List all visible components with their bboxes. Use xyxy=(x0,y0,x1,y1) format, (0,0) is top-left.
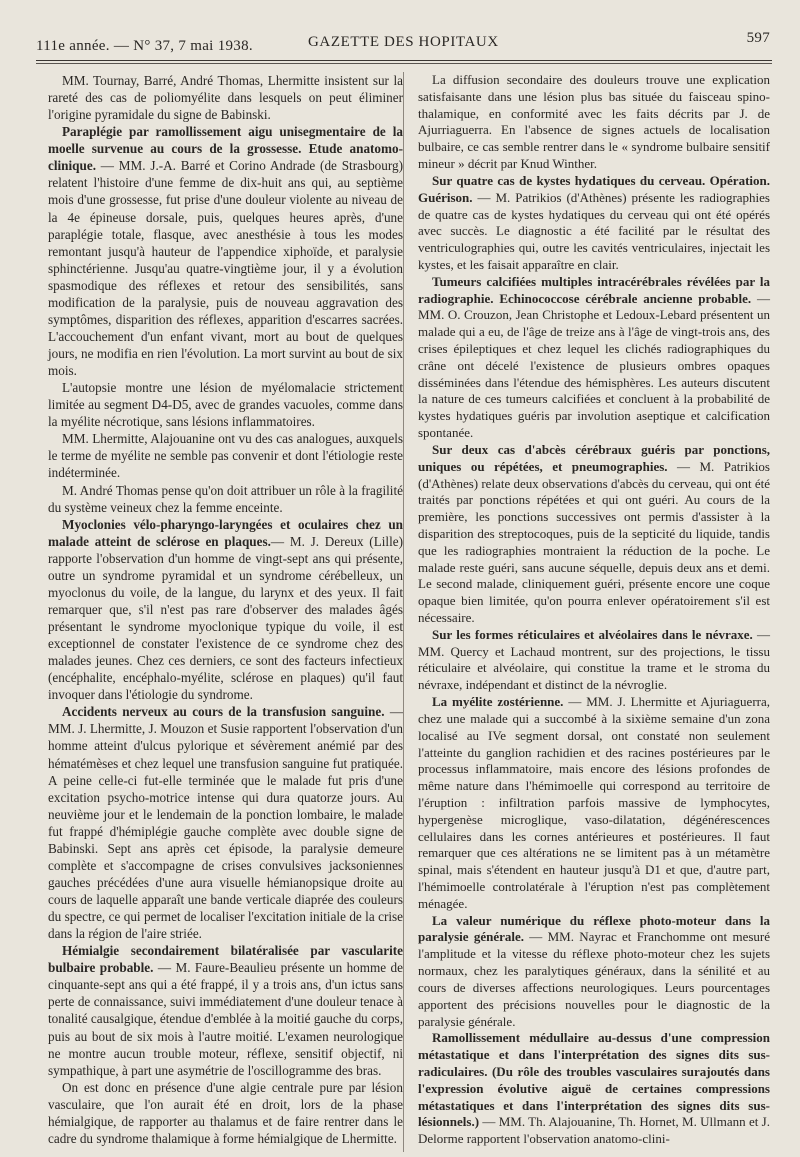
paragraph xyxy=(48,379,403,430)
paragraph xyxy=(418,274,770,442)
paragraph-text: On est donc en présence d'une algie centrale pure par lésion vasculaire, que l'on aurait été en droit, lors de la phase hémialgique, de rapporter au thalamus et de faire rentrer dans le cadre du syndrome thalamique à forme hémialgique de Lhermitte. xyxy=(48,1079,403,1146)
paragraph xyxy=(418,913,770,1031)
paragraph xyxy=(418,442,770,627)
paragraph xyxy=(48,942,403,1079)
paragraph xyxy=(48,482,403,516)
section-heading: Hémialgie secondairement bilatéralisée par vascularite bulbaire probable. xyxy=(48,943,403,976)
paragraph-text: — MM. O. Crouzon, Jean Christophe et Ledoux-Lebard présentent un malade qui a eu, de l'âge de treize ans à l'âge de vingt-trois ans, des crises épileptiques et chez lequel les clichés radiographiques du crâne ont décelé l'existence de plusieurs ombres opaques disséminées dans l'étendue des hémisphères. Les auteurs discutent la nature de ces tumeurs calcifiées et concluent à la probabilité de kystes hydatiques guéris par involution aseptique et calcification spontanée. xyxy=(418,290,770,441)
section-heading: Ramollissement médullaire au-dessus d'une compression métastatique et dans l'interprétation des signes dits sus-radiculaires. (Du rôle des troubles vasculaires surajoutés dans l'expression évolutive aiguë de certaines compressions métastatiques et dans l'interprétation des signes dits sus-lésionnels.) xyxy=(418,1030,770,1130)
section-heading: Sur quatre cas de kystes hydatiques du cerveau. Opération. Guérison. xyxy=(418,172,770,205)
paragraph xyxy=(48,703,403,942)
paragraph-text: — MM. J.-A. Barré et Corino Andrade (de Strasbourg) relatent l'histoire d'une femme de dix-huit ans qui, au septième mois d'une grossesse, fut prise d'une douleur violente au niveau de la 4e épineuse dorsale, puis, quelques heures après, d'une paraplégie totale, flasque, avec anesthésie à tous les modes remontant jusqu'à hauteur de l'appendice xiphoïde, et paralysie sphinctérienne. Jusqu'au quatre-vingtième jour, il y a évolution spasmodique des réflexes et retour des sensibilités, sans modification de la paralysie, puis de nouveau aggravation des symptômes, disparition des réflexes, apparition d'escarres sacrées. L'accouchement d'un enfant vivant, mort au bout de quelques jours, ne modifia en rien l'évolution. La mort survint au bout de six mois. xyxy=(48,158,403,379)
section-heading: Sur deux cas d'abcès cérébraux guéris par ponctions, uniques ou répétées, et pneumographies. xyxy=(418,441,770,474)
paragraph xyxy=(48,123,403,379)
paragraph xyxy=(48,72,403,123)
section-heading: La myélite zostérienne. xyxy=(432,694,564,710)
section-heading: Tumeurs calcifiées multiples intracérébrales révélées par la radiographie. Echinococcose cérébrale ancienne probable. xyxy=(418,273,770,306)
section-heading: La valeur numérique du réflexe photo-moteur dans la paralysie générale. xyxy=(418,912,770,945)
left-column xyxy=(48,72,403,1147)
paragraph xyxy=(418,173,770,274)
paragraph xyxy=(418,694,770,913)
section-heading: Paraplégie par ramollissement aigu unisegmentaire de la moelle survenue au cours de la grossesse. Etude anatomo-clinique. xyxy=(48,124,403,174)
column-divider xyxy=(403,72,404,1152)
journal-title: GAZETTE DES HOPITAUX xyxy=(308,34,499,50)
running-header xyxy=(36,30,776,54)
paragraph-text: — MM. Quercy et Lachaud montrent, sur des projections, le tissu réticulaire et alvéolaire, qui constitue la trame et le stroma du névraxe, indépendant et distinct de la névroglie. xyxy=(418,626,770,693)
paragraph-text: MM. Lhermitte, Alajouanine ont vu des cas analogues, auxquels le terme de myélite ne semble pas convenir et dont l'étiologie reste indéterminée. xyxy=(48,431,403,481)
paragraph-text: — M. Patrikios (d'Athènes) présente les radiographies de quatre cas de kystes hydatiques du cerveau qui ont été opérés avec succès. Le diagnostic a été facilité par le résultat des ventriculographies qui, outre les cavités ventriculaires, injectait les kystes, et les faisait apparaître en clair. xyxy=(418,189,770,272)
paragraph xyxy=(48,516,403,704)
page-number: 597 xyxy=(746,30,770,46)
paragraph-text: L'autopsie montre une lésion de myélomalacie strictement limitée au segment D4-D5, avec de grandes vacuoles, comme dans la myélite nécrotique, sans lésions inflammatoires. xyxy=(48,380,403,430)
right-column xyxy=(418,72,770,1148)
section-heading: Sur les formes réticulaires et alvéolaires dans le névraxe. xyxy=(432,626,753,642)
paragraph xyxy=(48,1079,403,1147)
header-rule xyxy=(36,60,772,61)
paragraph-text: MM. Tournay, Barré, André Thomas, Lhermitte insistent sur la rareté des cas de poliomyélite dans lesquels on peut éliminer l'origine pyramidale du signe de Babinski. xyxy=(48,73,403,123)
section-heading: Myoclonies vélo-pharyngo-laryngées et oculaires chez un malade atteint de sclérose en plaques. xyxy=(48,516,403,549)
paragraph-text: — MM. Nayrac et Franchomme ont mesuré l'amplitude et la vitesse du réflexe photo-moteur chez les sujets normaux, chez les paralytiques généraux, dans la sénilité et au cours de diverses affections neurologiques. Leurs pourcentages apportent des précisions nouvelles pour le diagnostic de la paralysie générale. xyxy=(418,929,770,1029)
paragraph-text: — M. Patrikios (d'Athènes) relate deux observations d'abcès du cerveau, qui ont été traités par ponctions répétées et qui ont guéri. Au cours de la première, les ponctions successives ont permis d'assister à la disparition des streptocoques, puis de la septicité du liquide, tandis que les radiographies montraient la réduction de la poche. Le malade reste guéri, sans aucune séquelle, depuis deux ans et demi. Le second malade, cliniquement guéri, présente encore une coque opaque bien limitée, qu'on pourra enlever opératoirement s'il est nécessaire. xyxy=(418,458,770,625)
paragraph-text: — MM. J. Lhermitte, J. Mouzon et Susie rapportent l'observation d'un homme atteint d'ulcus pylorique et sévèrement anémié par des hématémèses et chez lequel une transfusion sanguine fut pratiquée. A peine celle-ci fut-elle terminée que le malade fut pris d'une excitation psycho-motrice intense qui dura quatorze jours. Au neuvième jour et le lendemain de la ponction lombaire, le malade fut frappé d'hémiplégie gauche complète avec double signe de Babinski. Sept ans après cet épisode, la paralysie demeure complète et s'accompagne de crises convulsives jacksoniennes gauches précédées d'une aura visuelle hémianopsique droite au cours de laquelle apparaît une bande verticale diaprée des couleurs du spectre, ce qui permet de localiser l'excitation initiale de la crise dans la région de l'aire striée. xyxy=(48,704,404,942)
paragraph-text: M. André Thomas pense qu'on doit attribuer un rôle à la fragilité du système veineux chez la femme enceinte. xyxy=(48,482,403,515)
paragraph-text: La diffusion secondaire des douleurs trouve une explication satisfaisante dans une lésion plus bas située du faisceau spino-thalamique, en conformité avec les faits décrits par J. de Ajurriaguerra. En l'absence de signes actuels de localisation bulbaire, ce cas semble rentrer dans le « syndrome bulbaire sensitif mineur » décrit par Knud Winther. xyxy=(418,72,770,172)
section-heading: Accidents nerveux au cours de la transfusion sanguine. xyxy=(62,704,385,720)
paragraph-text: — M. Faure-Beaulieu présente un homme de cinquante-sept ans qui a été frappé, il y a trois ans, d'un ictus sans perte de connaissance, suivi immédiatement d'une douleur tenace à tonalité causalgique, étendue d'emblée à la moitié gauche du corps, puis au bout de six mois à l'autre moitié. L'examen neurologique ne montre aucun trouble moteur, réflexe, sensitif objectif, ni sympathique, à part une asymétrie de l'oscillogramme des bras. xyxy=(48,960,404,1078)
header-rule-thin xyxy=(36,63,772,64)
paragraph xyxy=(418,72,770,173)
paragraph-text: — MM. J. Lhermitte et Ajuriaguerra, chez une malade qui a succombé à la sixième semaine d'un zona localisé au IVe segment dorsal, ont constaté non seulement l'atteinte du ganglion rachidien et des racines postérieures par le processus inflammatoire, mais encore des lésions profondes de même nature dans l'hémimoelle qui correspond au territoire de l'éruption : infiltration parfois massive de lymphocytes, hypergenèse microglique, vaso-dilatation, dégénérescences cellulaires dans les cornes antérieures et postérieures. Il faut remarquer que ces altérations ne se limitent pas à un métamètre spinal, mais s'étendent en hauteur jusqu'à D1 et que, d'autre part, l'hémimoelle controlatérale à l'éruption n'est pas complètement ménagée. xyxy=(418,694,771,911)
paragraph-text: — M. J. Dereux (Lille) rapporte l'observation d'un homme de vingt-sept ans qui présente, outre un syndrome pyramidal et un syndrome cérébelleux, un myoclonus du voile, de la langue, du larynx et des yeux. Il fait remarquer que, s'il n'est pas rare d'observer des malades âgés présentant le syndrome myoclonique typique du voile, il est exceptionnel de constater l'existence de ce syndrome chez des malades jeunes. Chez ces derniers, ce sont des facteurs infectieux (encéphalite, encéphalo-myélite, sclérose en plaques) qu'il faut invoquer dans l'étiologie du syndrome. xyxy=(48,533,403,703)
paragraph xyxy=(418,627,770,694)
paragraph xyxy=(418,1030,770,1148)
issue-info: 111e année. — N° 37, 7 mai 1938. xyxy=(36,38,253,54)
paragraph-text: — MM. Th. Alajouanine, Th. Hornet, M. Ullmann et J. Delorme rapportent l'observation anatomo-clini- xyxy=(418,1114,770,1147)
paragraph xyxy=(48,430,403,481)
